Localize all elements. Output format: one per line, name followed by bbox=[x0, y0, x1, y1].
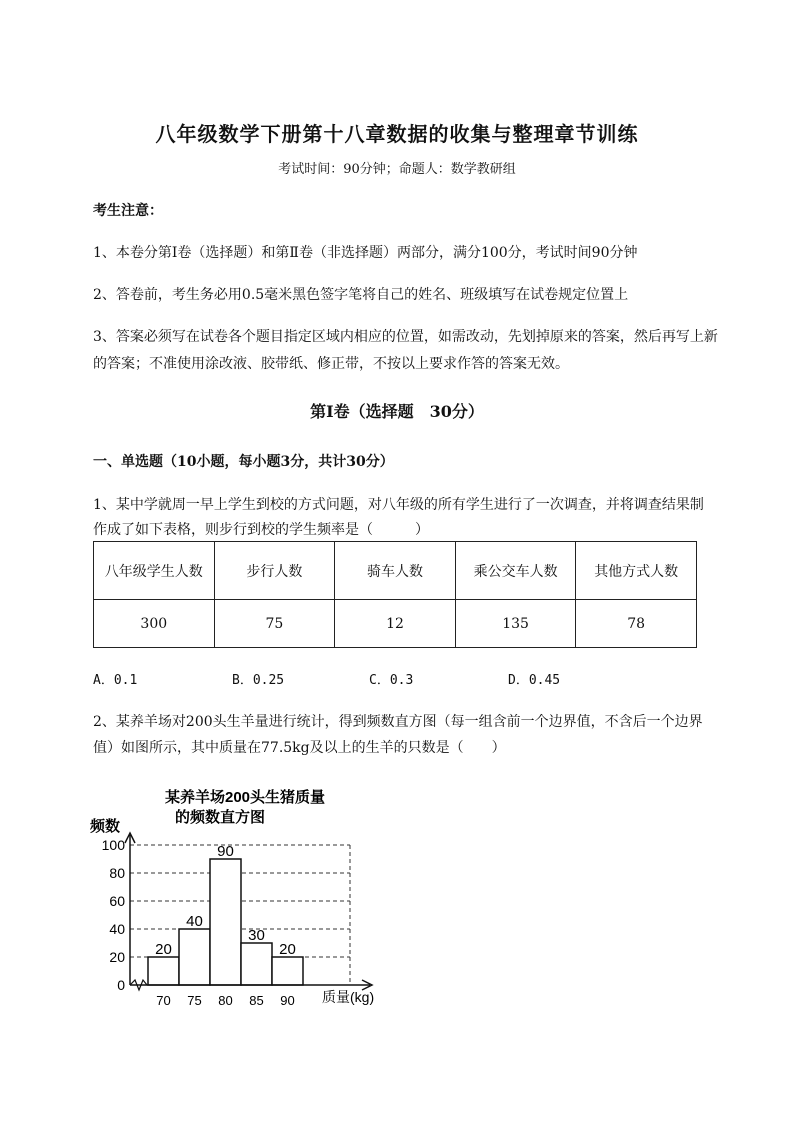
part-heading: 一、单选题（10小题，每小题3分，共计30分） bbox=[93, 454, 394, 470]
x-tick-label: 90 bbox=[280, 993, 295, 1008]
histogram-bar bbox=[241, 943, 272, 985]
q2-stem-line2: 值）如图所示，其中质量在77.5kg及以上的生羊的只数是（ ） bbox=[93, 740, 506, 756]
y-tick-label: 0 bbox=[117, 977, 125, 993]
y-axis-label: 频数 bbox=[90, 818, 121, 835]
x-tick-label: 85 bbox=[249, 993, 264, 1008]
table-cell: 78 bbox=[576, 600, 697, 648]
q2-stem-line1: 2、某养羊场对200头生羊量进行统计，得到频数直方图（每一组含前一个边界值，不含后一个边界 bbox=[93, 714, 703, 730]
histogram-bar bbox=[210, 859, 241, 985]
notice-item-3: 3、答案必须写在试卷各个题目指定区域内相应的位置，如需改动，先划掉原来的答案，然后再写上新 bbox=[93, 329, 718, 345]
histogram-bar bbox=[148, 957, 179, 985]
page-title: 八年级数学下册第十八章数据的收集与整理章节训练 bbox=[155, 122, 639, 146]
table-header-cell: 骑车人数 bbox=[335, 542, 456, 600]
exam-info: 考试时间：90分钟；命题人：数学教研组 bbox=[278, 162, 516, 177]
bar-value-label: 40 bbox=[186, 913, 203, 930]
q1-option-d: D．0.45 bbox=[508, 673, 561, 688]
table-row bbox=[94, 600, 697, 648]
table-cell: 300 bbox=[94, 600, 215, 648]
histogram-bar bbox=[272, 957, 303, 985]
q2-histogram bbox=[80, 780, 400, 1020]
chart-title: 某养羊场200头生猪质量 bbox=[164, 789, 326, 806]
table-header-cell: 乘公交车人数 bbox=[455, 542, 576, 600]
q1-stem-line2: 作成了如下表格，则步行到校的学生频率是（ ） bbox=[93, 522, 429, 538]
x-tick-label: 75 bbox=[187, 993, 202, 1008]
bar-value-label: 20 bbox=[155, 941, 172, 958]
chart-subtitle: 的频数直方图 bbox=[174, 809, 266, 826]
table-header-row bbox=[94, 542, 697, 600]
y-tick-label: 20 bbox=[109, 949, 125, 965]
y-tick-label: 100 bbox=[101, 837, 125, 853]
notice-item-1: 1、本卷分第I卷（选择题）和第Ⅱ卷（非选择题）两部分，满分100分，考试时间90分钟 bbox=[93, 245, 638, 261]
bar-value-label: 90 bbox=[217, 843, 234, 860]
table-cell: 12 bbox=[335, 600, 456, 648]
x-tick-label: 70 bbox=[156, 993, 171, 1008]
y-tick-label: 80 bbox=[109, 865, 125, 881]
x-axis-label: 质量(kg) bbox=[322, 989, 375, 1005]
histogram-bar bbox=[179, 929, 210, 985]
q1-option-c: C．0.3 bbox=[369, 673, 414, 688]
table-cell: 135 bbox=[455, 600, 576, 648]
x-tick-label: 80 bbox=[218, 993, 233, 1008]
table-cell: 75 bbox=[214, 600, 335, 648]
notice-item-3-cont: 的答案；不准使用涂改液、胶带纸、修正带，不按以上要求作答的答案无效。 bbox=[93, 356, 569, 372]
bar-value-label: 30 bbox=[248, 927, 265, 944]
notice-item-2: 2、答卷前，考生务必用0.5毫米黑色签字笔将自己的姓名、班级填写在试卷规定位置上 bbox=[93, 287, 629, 303]
notice-heading: 考生注意： bbox=[93, 203, 163, 219]
q1-table bbox=[93, 541, 697, 648]
bar-value-label: 20 bbox=[279, 941, 296, 958]
q1-option-b: B．0.25 bbox=[232, 673, 285, 688]
y-tick-label: 60 bbox=[109, 893, 125, 909]
section-title: 第I卷（选择题 30分） bbox=[310, 402, 484, 421]
table-header-cell: 步行人数 bbox=[214, 542, 335, 600]
table-header-cell: 八年级学生人数 bbox=[94, 542, 215, 600]
q1-stem-line1: 1、某中学就周一早上学生到校的方式问题，对八年级的所有学生进行了一次调查，并将调查结果制 bbox=[93, 497, 704, 513]
y-tick-label: 40 bbox=[109, 921, 125, 937]
q1-option-a: A．0.1 bbox=[93, 673, 138, 688]
table-header-cell: 其他方式人数 bbox=[576, 542, 697, 600]
